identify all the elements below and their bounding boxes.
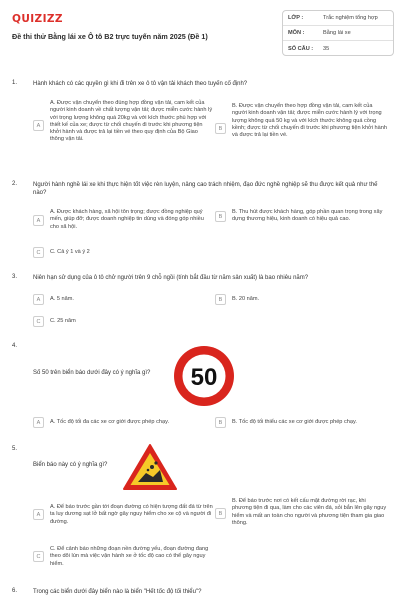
option-text: B. Thu hút được khách hàng, góp phần quan trọng trong xây dựng thương hiệu, kinh doanh có hiệu quả cao.: [232, 209, 383, 223]
question-text: Niên hạn sử dụng của ô tô chở người trên 9 chỗ ngồi (tính bắt đầu từ năm sản xuất) là bao nhiêu năm?: [33, 275, 309, 281]
option-b[interactable]: [215, 417, 387, 428]
question-number: 6.: [12, 588, 18, 594]
option-letter-box[interactable]: A: [33, 120, 44, 131]
option-letter-box[interactable]: B: [215, 508, 226, 519]
option-b[interactable]: [215, 498, 387, 527]
option-a[interactable]: [33, 100, 213, 144]
option-c[interactable]: [33, 546, 213, 568]
quizizz-logo: QUIZIZZ: [12, 13, 63, 25]
meta-value: Bằng lái xe: [323, 30, 351, 36]
meta-row-count: [283, 41, 393, 56]
option-letter-box[interactable]: A: [33, 417, 44, 428]
meta-label: MÔN :: [288, 30, 305, 36]
option-letter-box[interactable]: C: [33, 316, 44, 327]
option-letter-box[interactable]: C: [33, 551, 44, 562]
option-c[interactable]: [33, 247, 213, 258]
option-text: A. 5 năm.: [50, 296, 74, 302]
option-letter-box[interactable]: A: [33, 509, 44, 520]
meta-row-subject: [283, 26, 393, 41]
option-text: B. Được vận chuyển theo hợp đồng vận tải, cam kết của người kinh doanh vận tải; được miễn cước hành lý với trọng lượng không quá 50 kg và với kích thước không quá cồng kềnh; được từ chối chuyến đi trước khi phương tiện khởi hành và được trả lại tiền vé.: [232, 103, 387, 139]
option-letter-box[interactable]: A: [33, 215, 44, 226]
meta-value: Trắc nghiệm tổng hợp: [323, 15, 378, 21]
document-title: Đề thi thử Bằng lái xe Ô tô B2 trực tuyến năm 2025 (Đề 1): [12, 32, 208, 41]
option-text: A. Được khách hàng, xã hội tôn trọng; được đồng nghiệp quý mến, giúp đỡ; được doanh nghiệp tin dùng và đóng góp nhiều cho xã hội.: [50, 209, 204, 230]
option-a[interactable]: [33, 294, 213, 305]
option-text: B. Tốc độ tối thiểu các xe cơ giới được phép chạy.: [232, 419, 357, 425]
option-text: A. Tốc độ tối đa các xe cơ giới được phép chạy.: [50, 419, 170, 425]
option-letter-box[interactable]: B: [215, 123, 226, 134]
option-letter-box[interactable]: B: [215, 211, 226, 222]
option-a[interactable]: [33, 504, 213, 526]
speed-limit-sign-icon: [172, 344, 236, 408]
option-text: C. 25 năm: [50, 318, 76, 324]
option-text: C. Để cảnh báo những đoạn nền đường yếu, đoạn đường đang theo dõi lún mà việc vận hành xe ở tốc độ cao có thể gây nguy hiểm.: [50, 546, 209, 567]
question-number: 2.: [12, 181, 18, 187]
option-letter-box[interactable]: B: [215, 417, 226, 428]
option-b[interactable]: [215, 209, 387, 224]
question-text: Trong các biển dưới đây biển nào là biển "Hết tốc độ tối thiểu"?: [33, 589, 202, 595]
option-text: A. Được vận chuyển theo đúng hợp đồng vận tải, cam kết của người kinh doanh về chất lượng vận tải; được miễn cước hành lý với trọng lượng không quá 20kg và với kích thước phù hợp với thiết kế của xe; được từ chối chuyến đi trước khi phương tiện khởi hành và được trả lại tiền vé theo quy định của Bộ Giao thông vận tải.: [50, 100, 213, 143]
question-text: Hành khách có các quyền gì khi đi trên xe ô tô vận tải khách theo tuyến cố định?: [33, 81, 248, 87]
sign-number: 50: [190, 364, 218, 391]
option-text: B. 20 năm.: [232, 296, 260, 302]
option-b[interactable]: [215, 294, 387, 305]
falling-rock: [150, 465, 154, 469]
page-header: [0, 0, 400, 62]
meta-info-box: [282, 10, 394, 56]
option-a[interactable]: [33, 417, 213, 428]
falling-rock: [154, 461, 157, 464]
meta-value: 35: [323, 45, 330, 52]
option-a[interactable]: [33, 209, 213, 231]
question-number: 5.: [12, 446, 18, 452]
question-text: Biển báo này có ý nghĩa gì?: [33, 462, 108, 468]
meta-label: SỐ CÂU :: [288, 45, 314, 52]
falling-rocks-warning-sign-icon: [122, 443, 178, 491]
meta-label: LỚP :: [288, 15, 304, 21]
meta-row-class: [283, 11, 393, 26]
question-text: Người hành nghề lái xe khi thực hiện tốt việc rèn luyện, nâng cao trách nhiệm, đạo đức nghề nghiệp sẽ thu được kết quả như thế nào?: [33, 182, 378, 197]
question-text: Số 50 trên biển báo dưới đây có ý nghĩa gì?: [33, 370, 151, 376]
option-text: A. Để báo trước gần tới đoạn đường có hiện tượng đất đá từ trên ta luy dương sạt lở bất ngờ gây nguy hiểm cho xe cộ và người đi đường.: [50, 504, 213, 525]
question-number: 1.: [12, 80, 18, 86]
question-number: 4.: [12, 343, 18, 349]
question-number: 3.: [12, 274, 18, 280]
option-text: B. Để báo trước nơi có kết cấu mặt đường rời rạc, khi phương tiện đi qua, làm cho các viên đá, sỏi bắn lên gây nguy hiểm và mất an toàn cho người và phương tiện tham gia giao thông.: [232, 498, 387, 526]
option-b[interactable]: [215, 103, 387, 139]
option-text: C. Cả ý 1 và ý 2: [50, 249, 90, 255]
option-letter-box[interactable]: A: [33, 294, 44, 305]
option-letter-box[interactable]: B: [215, 294, 226, 305]
falling-rock: [147, 469, 150, 472]
option-letter-box[interactable]: C: [33, 247, 44, 258]
option-c[interactable]: [33, 316, 213, 327]
